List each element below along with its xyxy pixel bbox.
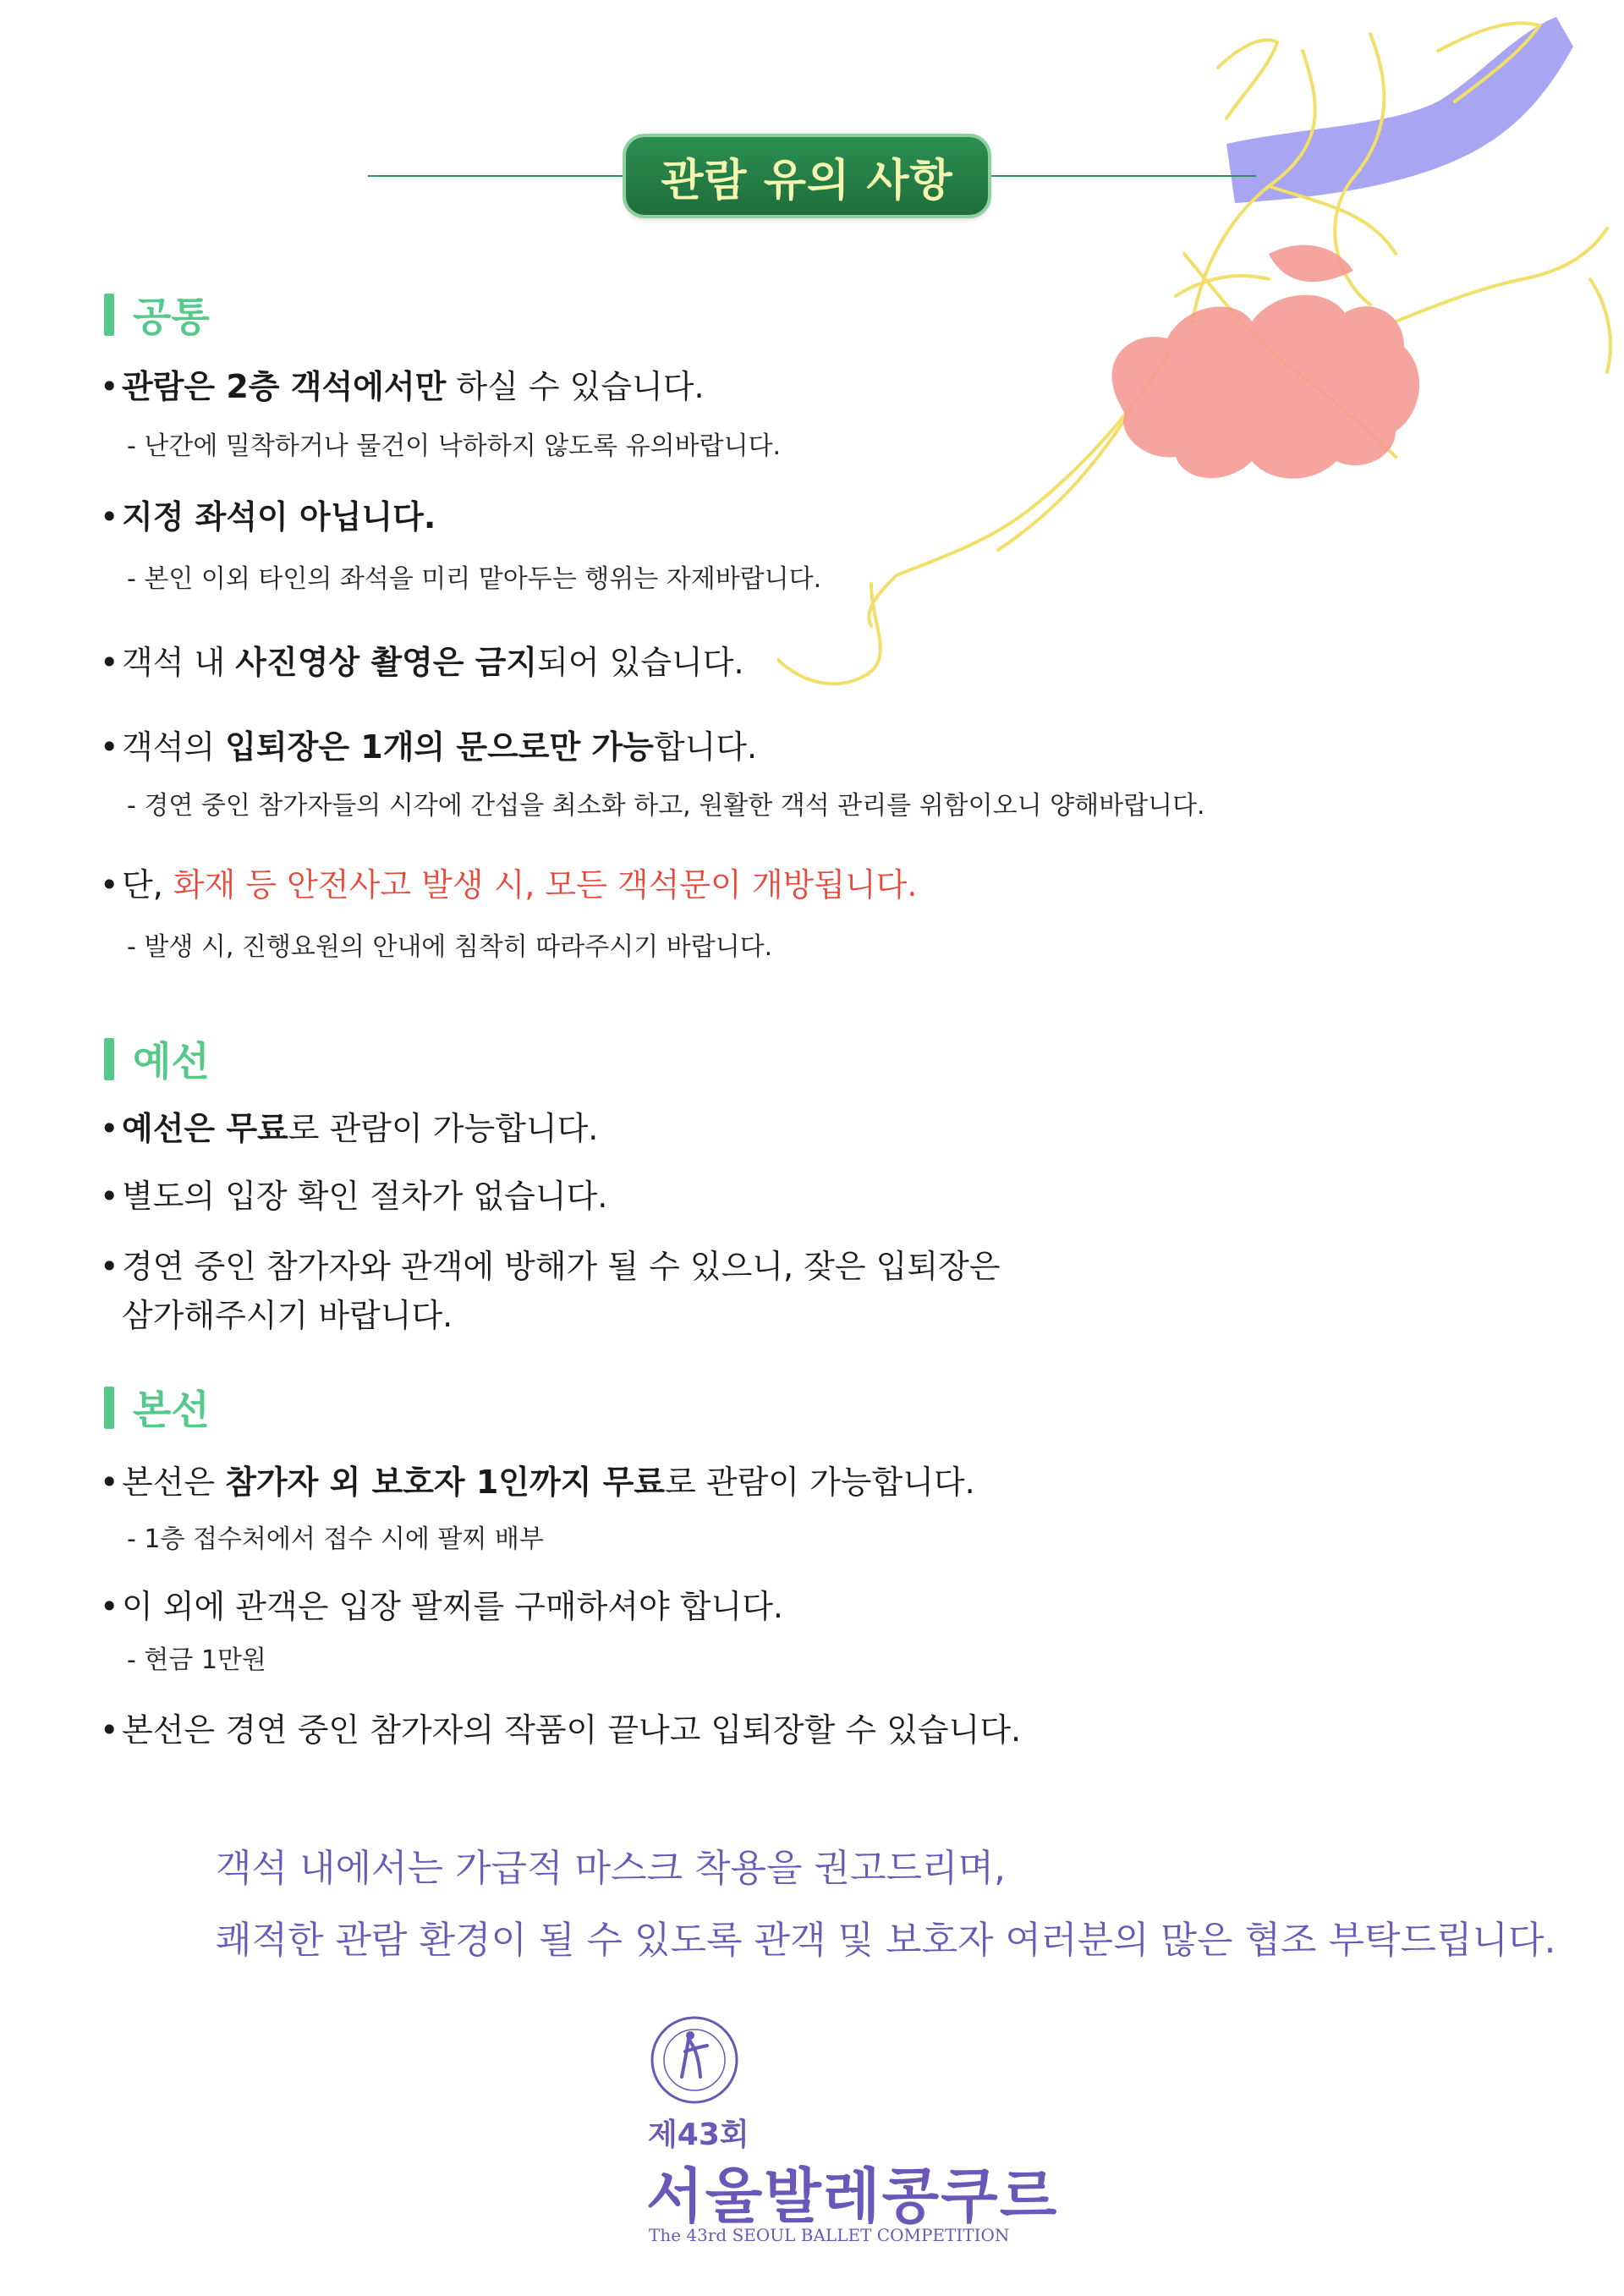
- title-rule-right: [985, 175, 1256, 177]
- section-header-common: [104, 286, 210, 343]
- section-title: 공통: [133, 294, 210, 341]
- list-item: •지정 좌석이 아닙니다.: [100, 498, 436, 536]
- list-item: •본선은 참가자 외 보호자 1인까지 무료로 관람이 가능합니다.: [100, 1464, 975, 1501]
- list-item: •관람은 2층 객석에서만 하실 수 있습니다.: [100, 368, 705, 405]
- section-marker: [104, 294, 114, 336]
- list-item: •별도의 입장 확인 절차가 없습니다.: [100, 1178, 608, 1215]
- list-item: •이 외에 관객은 입장 팔찌를 구매하셔야 합니다.: [100, 1588, 784, 1625]
- section-marker: [104, 1038, 114, 1080]
- list-item-note: - 발생 시, 진행요원의 안내에 침착히 따라주시기 바랍니다.: [127, 932, 773, 962]
- closing-line-1: 객석 내에서는 가급적 마스크 착용을 권고드리며,: [216, 1847, 1006, 1890]
- list-item-note: - 난간에 밀착하거나 물건이 낙하하지 않도록 유의바랍니다.: [127, 431, 782, 461]
- list-item: •경연 중인 참가자와 관객에 방해가 될 수 있으니, 잦은 입퇴장은 삼가해주시기 바랍니다.: [100, 1248, 1001, 1334]
- section-marker: [104, 1387, 114, 1429]
- list-item: •객석의 입퇴장은 1개의 문으로만 가능합니다.: [100, 728, 758, 766]
- page-title-badge: [626, 137, 988, 215]
- list-item-note: - 경연 중인 참가자들의 시각에 간섭을 최소화 하고, 원활한 객석 관리를 위함이오니 양해바랍니다.: [127, 791, 1205, 821]
- page-title: 관람 유의 사항: [661, 155, 953, 206]
- list-item-note: - 본인 이외 타인의 좌석을 미리 맡아두는 행위는 자제바랍니다.: [127, 564, 822, 594]
- list-item: •예선은 무료로 관람이 가능합니다.: [100, 1110, 599, 1147]
- list-item: •본선은 경연 중인 참가자의 작품이 끝나고 입퇴장할 수 있습니다.: [100, 1711, 1022, 1749]
- competition-name: 서울발레콩쿠르: [646, 2161, 1059, 2231]
- title-rule-left: [368, 175, 630, 177]
- warning-text: 화재 등 안전사고 발생 시, 모든 객석문이 개방됩니다.: [173, 866, 918, 904]
- section-title: 본선: [133, 1387, 210, 1434]
- section-title: 예선: [133, 1039, 210, 1085]
- section-header-prelim: [104, 1030, 210, 1087]
- section-header-final: [104, 1379, 210, 1436]
- list-item-note: - 1층 접수처에서 접수 시에 팔찌 배부: [127, 1524, 544, 1554]
- competition-edition: 제43회: [648, 2117, 749, 2152]
- pink-tutu: [1112, 295, 1419, 479]
- association-emblem: [648, 2013, 741, 2106]
- competition-english-name: The 43rd SEOUL BALLET COMPETITION: [649, 2225, 1010, 2245]
- list-item: •단, 화재 등 안전사고 발생 시, 모든 객석문이 개방됩니다.: [100, 866, 918, 904]
- list-item: •객석 내 사진영상 촬영은 금지되어 있습니다.: [100, 644, 744, 681]
- list-item-note: - 현금 1만원: [127, 1645, 266, 1675]
- closing-line-2: 쾌적한 관람 환경이 될 수 있도록 관객 및 보호자 여러분의 많은 협조 부탁드립니다.: [216, 1919, 1556, 1962]
